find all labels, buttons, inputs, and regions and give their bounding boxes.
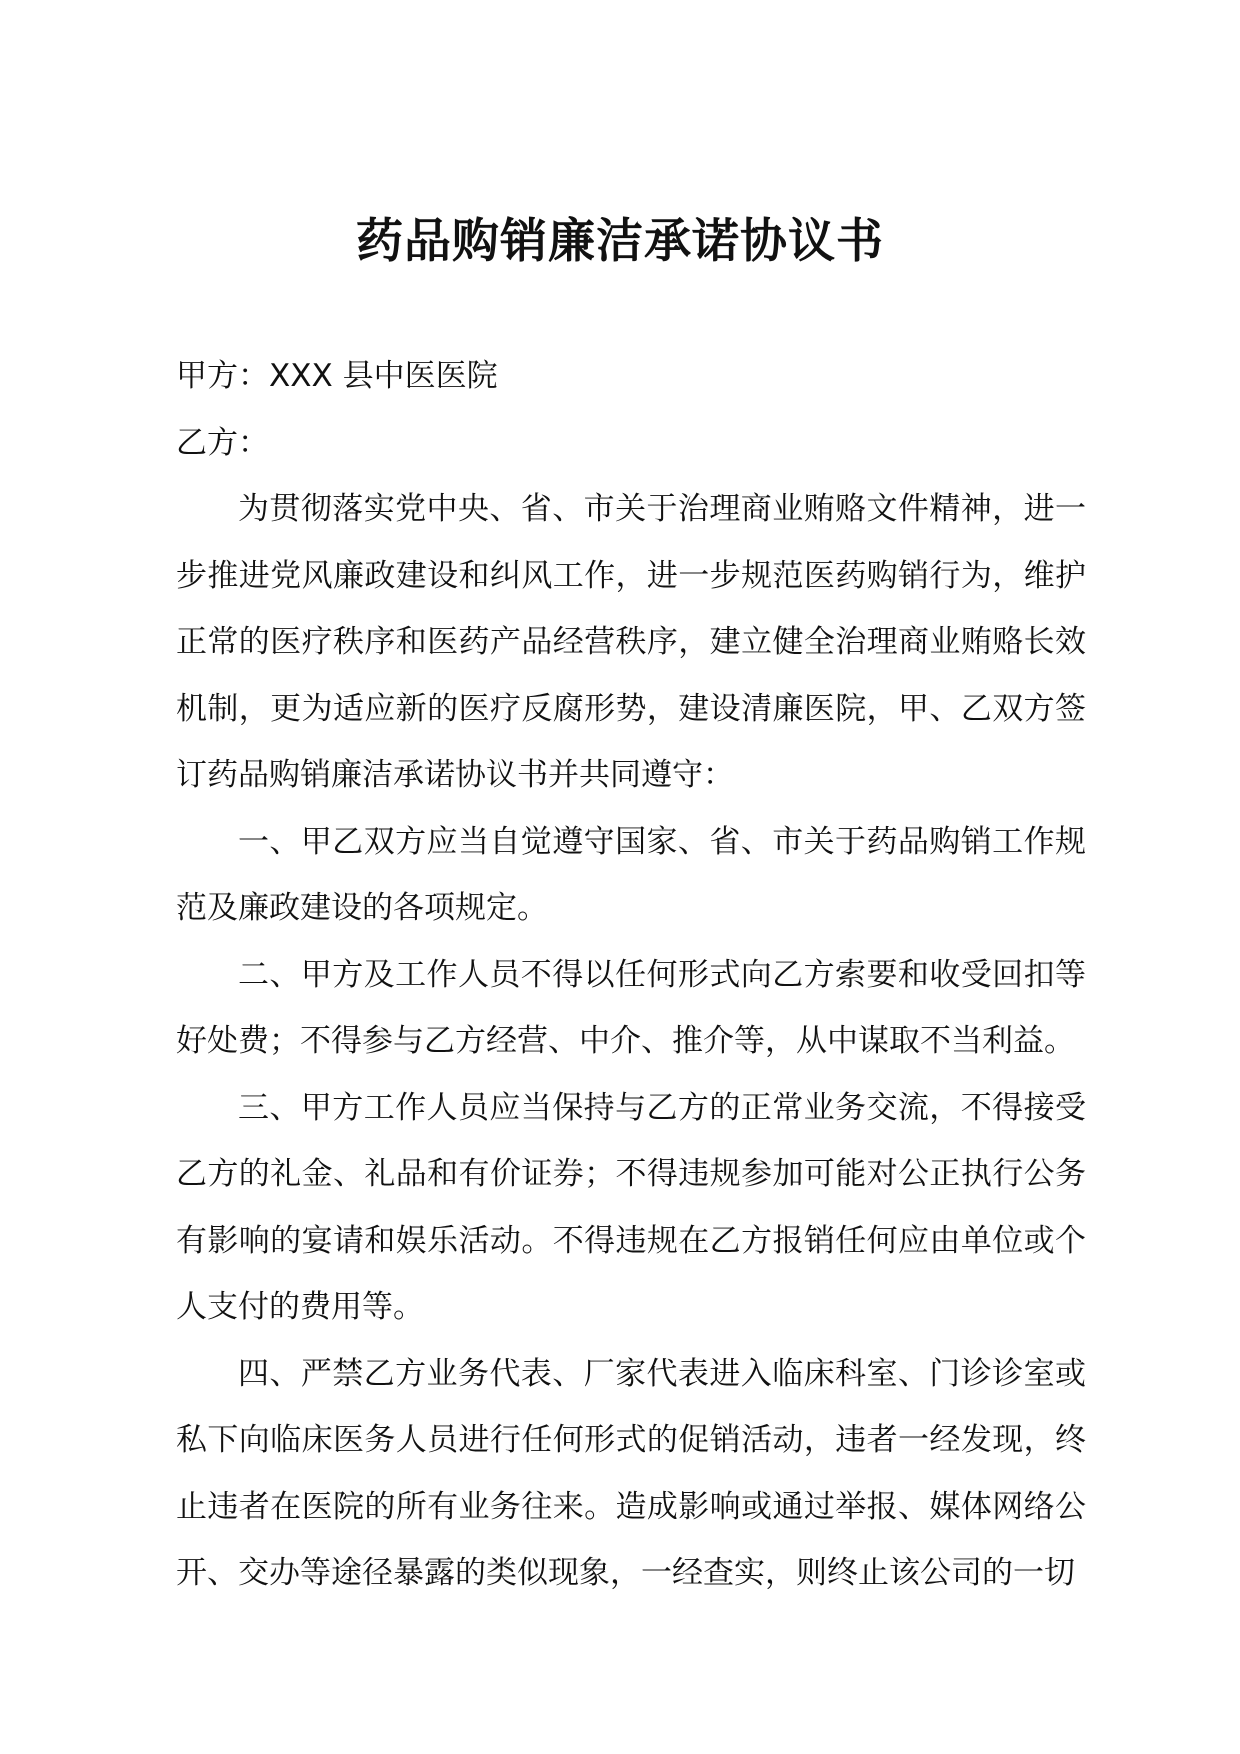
party-b-line: 乙方：	[176, 424, 269, 461]
clause-4-paragraph: 四、严禁乙方业务代表、厂家代表进入临床科室、门诊诊室或私下向临床医务人员进行任何形式的促销活动，违者一经发现，终止违者在医院的所有业务往来。造成影响或通过举报、媒体网络公开、交办等途径暴露的类似现象，一经查实，则终止该公司的一切	[176, 1355, 1086, 1591]
clause-2-paragraph: 二、甲方及工作人员不得以任何形式向乙方索要和收受回扣等好处费；不得参与乙方经营、中介、推介等，从中谋取不当利益。	[176, 956, 1086, 1059]
preamble-paragraph: 为贯彻落实党中央、省、市关于治理商业贿赂文件精神，进一步推进党风廉政建设和纠风工作，进一步规范医药购销行为，维护正常的医疗秩序和医药产品经营秩序，建立健全治理商业贿赂长效机制，更为适应新的医疗反腐形势，建设清廉医院，甲、乙双方签订药品购销廉洁承诺协议书并共同遵守：	[176, 491, 1086, 793]
document-body	[176, 343, 1086, 1607]
clause-1-paragraph: 一、甲乙双方应当自觉遵守国家、省、市关于药品购销工作规范及廉政建设的各项规定。	[176, 823, 1086, 926]
document-title: 药品购销廉洁承诺协议书	[356, 214, 884, 269]
clause-3-paragraph: 三、甲方工作人员应当保持与乙方的正常业务交流，不得接受乙方的礼金、礼品和有价证券；不得违规参加可能对公正执行公务有影响的宴请和娱乐活动。不得违规在乙方报销任何应由单位或个人支付的费用等。	[176, 1089, 1086, 1325]
party-a-line: 甲方：XXX 县中医医院	[176, 358, 498, 394]
